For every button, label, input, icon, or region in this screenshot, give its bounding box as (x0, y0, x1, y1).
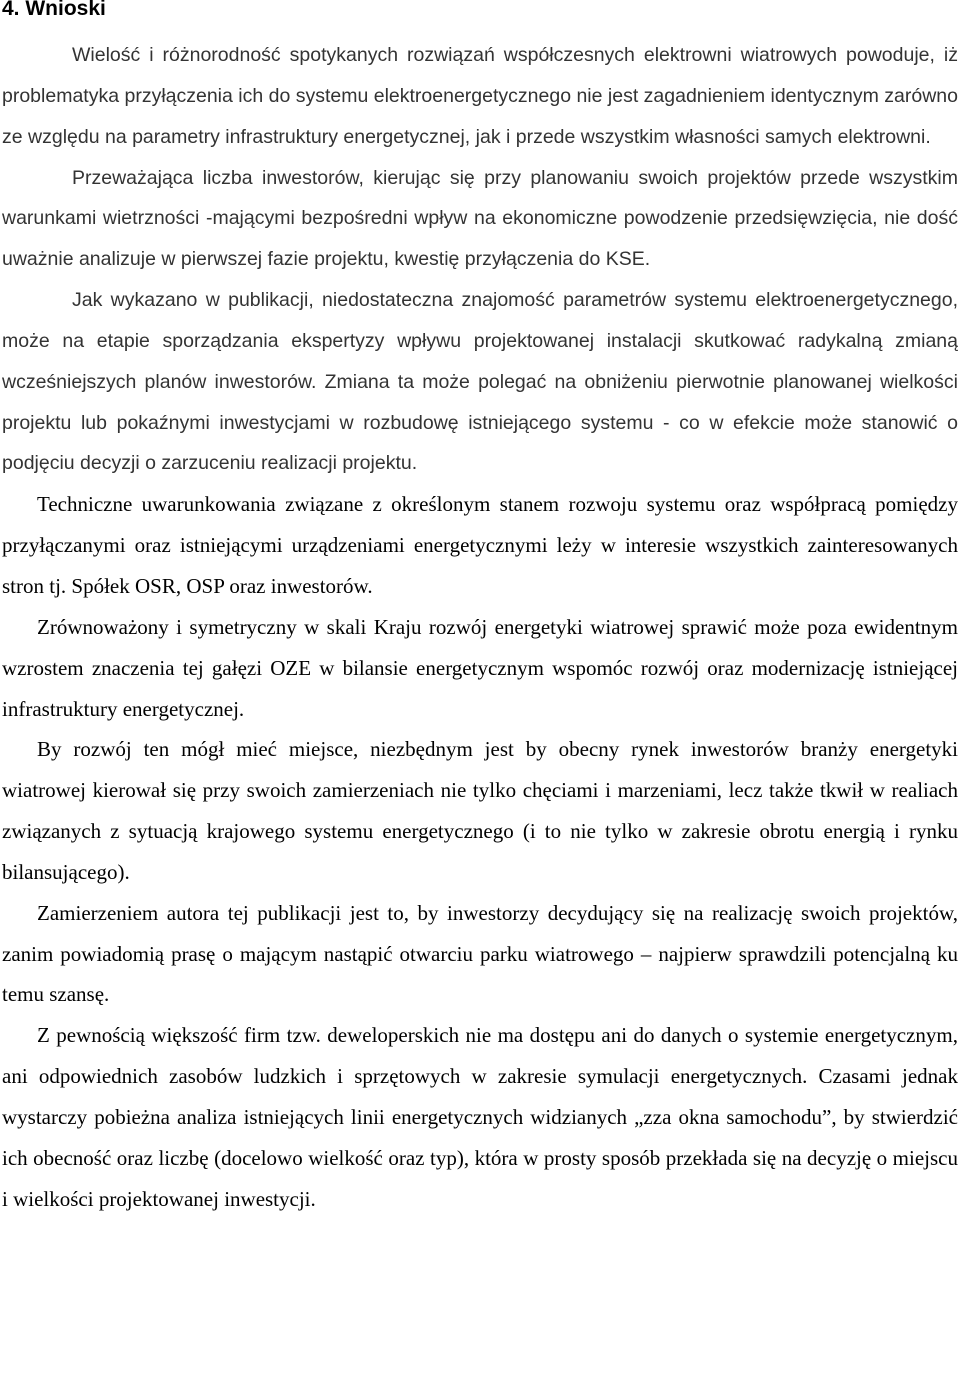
section-heading: 4. Wnioski (2, 0, 106, 20)
paragraph-3: Jak wykazano w publikacji, niedostateczna znajomość parametrów systemu elektroenergetycznego, może na etapie sporządzania ekspertyzy wpływu projektowanej instalacji skutkować radykalną zmianą wcześniejszych planów inwestorów. Zmiana ta może polegać na obniżeniu pierwotnie planowanej wielkości projektu lub pokaźnymi inwestycjami w rozbudowę istniejącego systemu - co w efekcie może stanowić o podjęciu decyzji o zarzuceniu realizacji projektu. (2, 289, 958, 475)
paragraph-7: Zamierzeniem autora tej publikacji jest to, by inwestorzy decydujący się na realizację swoich projektów, zanim powiadomią prasę o mającym nastąpić otwarciu parku wiatrowego – najpierw sprawdzili potencjalną ku temu szansę. (2, 900, 958, 1007)
paragraph-5: Zrównoważony i symetryczny w skali Kraju rozwój energetyki wiatrowej sprawić może poza ewidentnym wzrostem znaczenia tej gałęzi OZE w bilansie energetycznym wspomóc rozwój oraz modernizację istniejącej infrastruktury energetycznej. (2, 614, 958, 721)
paragraph-2: Przeważająca liczba inwestorów, kierując się przy planowaniu swoich projektów przede wszystkim warunkami wietrzności -mającymi bezpośredni wpływ na ekonomiczne powodzenie przedsięwzięcia, nie dość uważnie analizuje w pierwszej fazie projektu, kwestię przyłączenia do KSE. (2, 166, 958, 271)
paragraph-1: Wielość i różnorodność spotykanych rozwiązań współczesnych elektrowni wiatrowych powoduje, iż problematyka przyłączenia ich do systemu elektroenergetycznego nie jest zagadnieniem identycznym zarówno ze względu na parametry infrastruktury energetycznej, jak i przede wszystkim własności samych elektrowni. (2, 44, 958, 148)
paragraph-4: Techniczne uwarunkowania związane z określonym stanem rozwoju systemu oraz współpracą pomiędzy przyłączanymi oraz istniejącymi urządzeniami energetycznymi leży w interesie wszystkich zainteresowanych stron tj. Spółek OSR, OSP oraz inwestorów. (2, 492, 958, 598)
paragraph-8: Z pewnością większość firm tzw. deweloperskich nie ma dostępu ani do danych o systemie energetycznym, ani odpowiednich zasobów ludzkich i sprzętowych w zakresie symulacji energetycznych. Czasami jednak wystarczy pobieżna analiza istniejących linii energetycznych widzianych „zza okna samochodu”, by stwierdzić ich obecność oraz liczbę (docelowo wielkość oraz typ), która w prosty sposób przekłada się na decyzję o miejscu i wielkości projektowanej inwestycji. (2, 1023, 958, 1211)
paragraph-6: By rozwój ten mógł mieć miejsce, niezbędnym jest by obecny rynek inwestorów branży energetyki wiatrowej kierował się przy swoich zamierzeniach nie tylko chęciami i marzeniami, lecz także tkwił w realiach związanych z sytuacją krajowego systemu energetycznego (i to nie tylko w zakresie obrotu energią i rynku bilansującego). (2, 737, 958, 884)
